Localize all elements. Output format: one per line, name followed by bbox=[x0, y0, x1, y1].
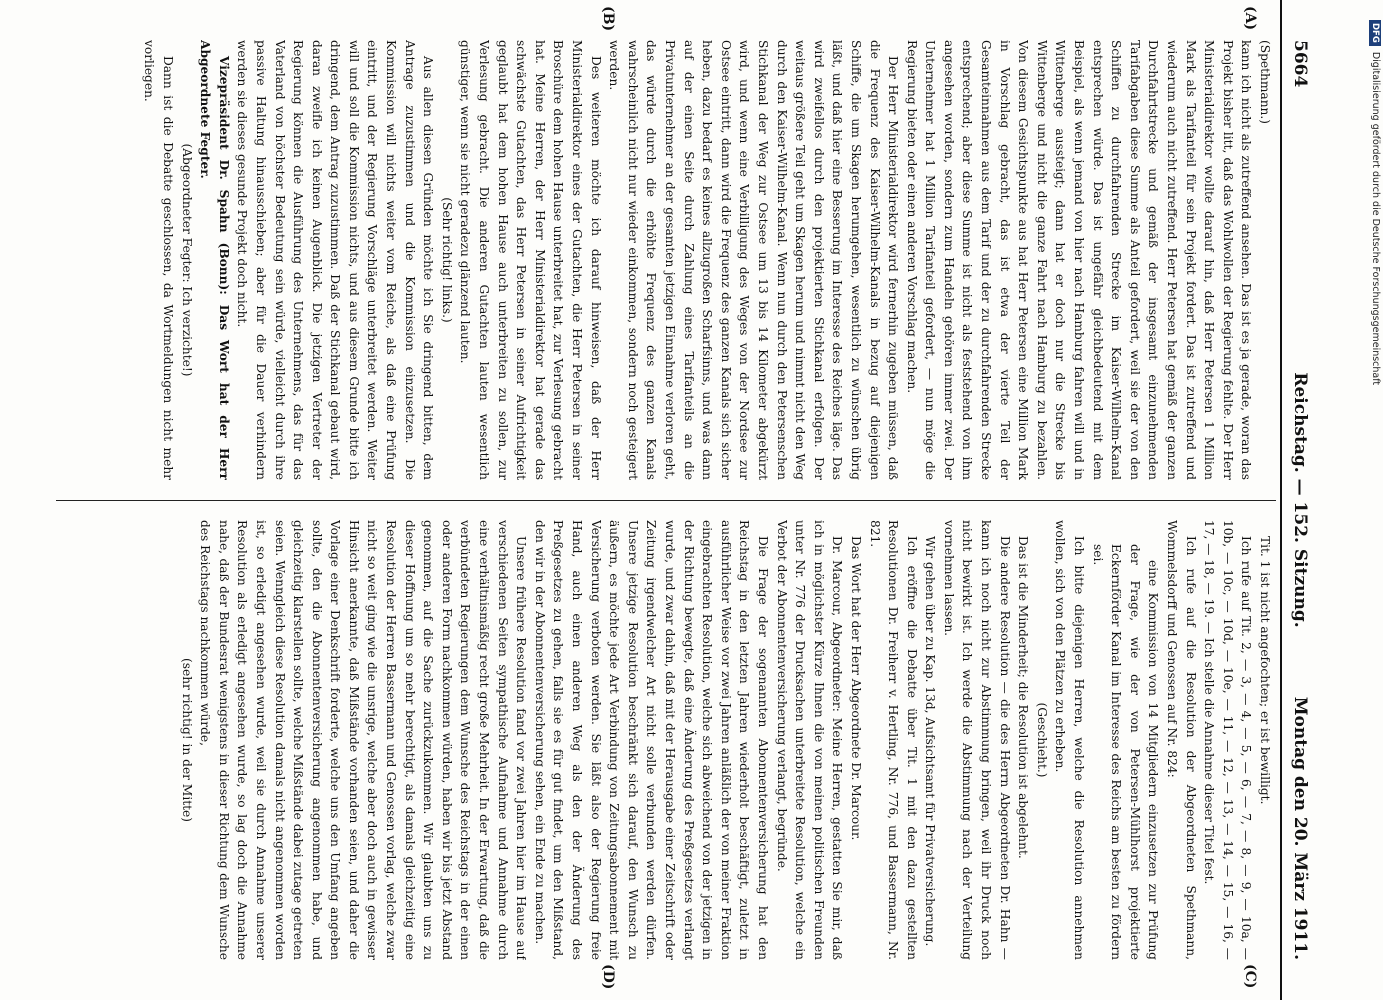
digitization-note bbox=[1369, 20, 1381, 980]
page-header bbox=[1280, 0, 1340, 1000]
interjection: (sehr richtig! in der Mitte) bbox=[179, 657, 194, 822]
paragraph: Der Herr Ministerialdirektor wird fernerhin zugeben müssen, daß die Frequenz des Kaiser-Wilhelm-Kanals in bezug auf diejenigen Schiffe, die um Skagen herumgehen, wesentlich zu wünschen übrig läßt, und daß hier eine Besserung im Interesse des Reiches läge. Das wird zweifellos durch den projektierten Stichkanal erfolgen. Der weitaus größere Teil geht um Skagen herum und nimmt nicht den Weg durch den Kaiser-Wilhelm-Kanal. Wenn nun durch den Petersenschen Stichkanal der Weg zur Ostsee um 13 bis 14 Kilometer abgekürzt wird, und wenn eine Verbilligung des Weges von der Nordsee zur Ostsee eintritt, dann wird die Frequenz des ganzen Kanals sich sicher heben, dazu bedarf es keines allzugroßen Scharfsinns, und was dann auf der einen Seite durch Zahlung eines Tarifanteils an die Privatunternehmer an der gesamten jetzigen Einnahme verloren geht, das würde durch die erhöhte Frequenz des ganzen Kanals wahrscheinlich nicht nur wieder einkommen, sondern noch gesteigert werden. bbox=[607, 40, 901, 480]
interjection: (Sehr richtig! links.) bbox=[439, 197, 454, 323]
paragraph: Aus allen diesen Gründen möchte ich Sie dringend bitten, dem Antrage zuzustimmen und die Kommission einzusetzen. Die Kommission will nichts weiter vom Reiche, als daß eine Prüfung eintritt, und der Regierung Vorschläge unterbreitet werden. Weiter will und soll die Kommission nichts, und aus diesem Grunde bitte ich dringend, dem Antrag zuzustimmen. Daß der Stichkanal gebaut wird, daran zweifle ich keinen Augenblick. Die jetzigen Vertreter der Regierung können die Ausführung des Unternehmens, das für das Vaterland von höchster Bedeutung sein würde, vielleicht durch ihre passive Haltung hinausschieben; aber für die Dauer verhindern werden sie dieses gesunde Projekt doch nicht. bbox=[235, 40, 436, 480]
resolution-text: eine Kommission von 14 Mitgliedern einzusetzen zur Prüfung der Frage, wie der von Petersen-Mühlhorst projektierte Eckernförder Kanal im Interesse des Reichs am besten zu fördern sei. bbox=[1090, 544, 1161, 960]
left-text-column bbox=[64, 40, 1274, 480]
session-date: Montag den 20. März 1911. bbox=[1290, 696, 1310, 960]
rotated-page-content bbox=[50, 0, 1340, 1000]
paragraph: Unsere frühere Resolution fand vor zwei Jahren hier im Hause auf verschiedenen Seiten sympathische Aufnahme und Annahme durch eine verhältnismäßig recht große Mehrheit. In der Erwartung, daß die verbündeten Regierungen dem Wunsche des Reichstags in der einen oder anderen Form nachkommen würden, haben wir bis jetzt Abstand genommen, auf die Sache zurückzukommen. Wir glaubten uns zu dieser Hoffnung um so mehr berechtigt, als damals gleichzeitig eine Resolution der Herren Bassermann und Genossen vorlag, welche zwar nicht so weit ging wie die unsrige, welche aber doch auch in gewisser Hinsicht anerkannte, daß Mißstände vorhanden seien, und daher die Vorlage einer Denkschrift forderte, welche uns den Umfang angeben sollte, den die Abonnentenversicherung angenommen habe, und gleichzeitig klarstellen sollte, welche Mißstände dabei zutage getreten seien. Wenngleich diese Resolution damals nicht angenommen worden ist, so erledigt angesehen wurde, weil sie durch Annahme unserer Resolution als erledigt angesehen wurde, so lag doch die Annahme nahe, daß der Bundesrat wenigstens in dieser Richtung dem Wunsche des Reichstags nachkommen würde, bbox=[198, 520, 529, 960]
dfg-logo: DFG bbox=[1369, 20, 1381, 46]
paragraph: Wir gehen über zu Kap. 13d, Aufsichtsamt für Privatversicherung. bbox=[923, 536, 938, 947]
paragraph: Die Frage der sogenannten Abonnentenversicherung hat den Reichstag in den letzten Jahren wiederholt beschäftigt, zuletzt in ausführlicher Weise vor zwei Jahren anläßlich der von meiner Fraktion eingebrachten Resolution, welche sich abweichend von der jetzigen in der Richtung bewegte, daß eine Änderung des Preßgesetzes verlangt wurde, und zwar dahin, daß mit der Herausgabe einer Zeitschrift oder Zeitung irgendwelcher Art nicht solle verbunden werden dürfen. Unsere jetzige Resolution beschränkt sich darauf, den Wunsch zu äußern, es möchte jede Art Verbindung von Zeitungsabonnement mit Versicherung verboten werden. Sie läßt also der Regierung freie Hand, auch einen anderen Weg als den der Änderung des Preßgesetzes zu gehen, falls sie es für gut findet, um den Mißstand, den wir in der Abonnentenversicherung sehen, ein Ende zu machen. bbox=[532, 520, 770, 960]
margin-mark-c: (C) bbox=[1242, 964, 1258, 989]
interjection: (Geschieht.) bbox=[1034, 702, 1049, 778]
paragraph: Ich bitte diejenigen Herren, welche die Resolution annehmen wollen, sich von den Plätzen zu erheben. bbox=[1053, 520, 1087, 960]
margin-mark-b: (B) bbox=[600, 6, 616, 32]
page-number: 5664 bbox=[1290, 40, 1310, 88]
paragraph: Das ist die Minderheit; die Resolution ist abgelehnt. bbox=[1016, 536, 1031, 859]
paragraph: Das Wort hat der Herr Abgeordnete Dr. Marcour. bbox=[848, 536, 863, 841]
paragraph: Dann ist die Debatte geschlossen, da Wortmeldungen nicht mehr vorliegen. bbox=[142, 40, 175, 480]
funding-credit: Digitalisierung gefördert durch die Deutsche Forschungsgemeinschaft bbox=[1370, 51, 1381, 386]
running-title: Reichstag. — 152. Sitzung. bbox=[1290, 372, 1310, 628]
column-divider bbox=[56, 500, 1276, 501]
right-text-column bbox=[64, 520, 1274, 960]
paragraph: Vizepräsident Dr. Spahn (Bonn): Das Wort hat der Herr Abgeordnete Fegter. bbox=[198, 40, 231, 480]
digitization-sidebar bbox=[1369, 20, 1381, 980]
paragraph: kann ich nicht als zutreffend ansehen. Das ist es ja gerade, woran das Projekt bisher litt, daß das Wohlwollen der Regierung fehlte. Der Herr Ministerialdirektor wollte darauf hin, daß Herr Petersen 1 Million Mark als Tarifanteil für sein Projekt fordert. Das ist zutreffend und wiederum auch nicht zutreffend. Herr Petersen hat gemäß der ganzen Durchfahrtstrecke und gemäß der insgesamt einzunehmenden Tarifabgaben diese Summe als Anteil gefordert, weil sie der von den Schiffen zu durchfahrenden Strecke im Kaiser-Wilhelm-Kanal entsprechen würde. Das ist ungefähr gleichbedeutend mit dem Beispiel, als wenn jemand von hier nach Hamburg fahren will und in Wittenberge aussteigt; dann hat er doch nur die Strecke bis Wittenberge und nicht die ganze Fahrt nach Hamburg zu bezahlen. Von diesem Gesichtspunkte aus hat Herr Petersen eine Million Mark in Vorschlag gebracht, das ist etwa der vierte Teil der Gesamteinnahmen aus dem Tarif und der zu durchfahrenden Strecke entsprechend; aber diese Summe ist nicht als feststehend von ihm angesehen worden, sondern zum Handeln gehören immer zwei. Der Unternehmer hat 1 Million Tarifanteil gefordert, — nun möge die Regierung bieten oder einen anderen Vorschlag machen. bbox=[904, 40, 1254, 480]
paragraph: Ich rufe auf Tit. 2, — 3, — 4, — 5, — 6, — 7, — 8, — 9, — 10a, — 10b, — 10c, — 10d, — 10e, — 11, — 12, — 13, — 14, — 15, — 16, — 17, — 18, — 19. — Ich stelle die Annahme dieser Titel fest. bbox=[1202, 520, 1254, 960]
paragraph: Die andere Resolution — die des Herrn Abgeordneten Dr. Hahn — kann ich noch nicht zur Abstimmung bringen, weil ihr Druck noch nicht bewirkt ist. Ich werde die Abstimmung nach der Verteilung vornehmen lassen. bbox=[941, 520, 1012, 960]
paragraph: Ich rufe auf die Resolution der Abgeordneten Spethmann, Wommelsdorff und Genossen auf Nr. 824: bbox=[1165, 520, 1198, 960]
paragraph: Des weiteren möchte ich darauf hinweisen, daß der Herr Ministerialdirektor eines der Gutachten, die Herr Petersen in seiner Broschüre dem hohen Hause unterbreitet hat, zur Verlesung gebracht hat. Meine Herren, der Herr Ministerialdirektor hat gerade das schwächste Gutachten, das Herr Petersen in seiner Aufrichtigkeit geglaubt hat dem hohen Hause auch unterbreiten zu sollen, zur Verlesung gebracht. Die anderen Gutachten lauten wesentlich günstiger, wenn sie nicht geradezu glänzend lauten. bbox=[458, 40, 603, 480]
paragraph: Dr. Marcour, Abgeordneter: Meine Herren, gestatten Sie mir, daß ich in möglichster Kürze Ihnen die von meinen politischen Freunden unter Nr. 776 der Drucksachen unterbreitete Resolution, welche ein Verbot der Abonnentenversicherung verlangt, begründe. bbox=[774, 520, 845, 960]
paragraph: Tit. 1 ist nicht angefochten; er ist bewilligt. bbox=[1258, 536, 1272, 805]
margin-mark-d: (D) bbox=[600, 964, 616, 990]
paragraph: Ich eröffne die Debatte über Tit. 1 mit den dazu gestellten Resolutionen Dr. Freiherr v. Hertling, Nr. 776, und Bassermann, Nr. 821. bbox=[867, 520, 919, 960]
interjection: (Abgeordneter Fegter: Ich verzichte!) bbox=[179, 143, 194, 377]
margin-mark-a: (A) bbox=[1242, 6, 1258, 31]
paragraph: (Spethmann.) bbox=[1258, 40, 1272, 125]
